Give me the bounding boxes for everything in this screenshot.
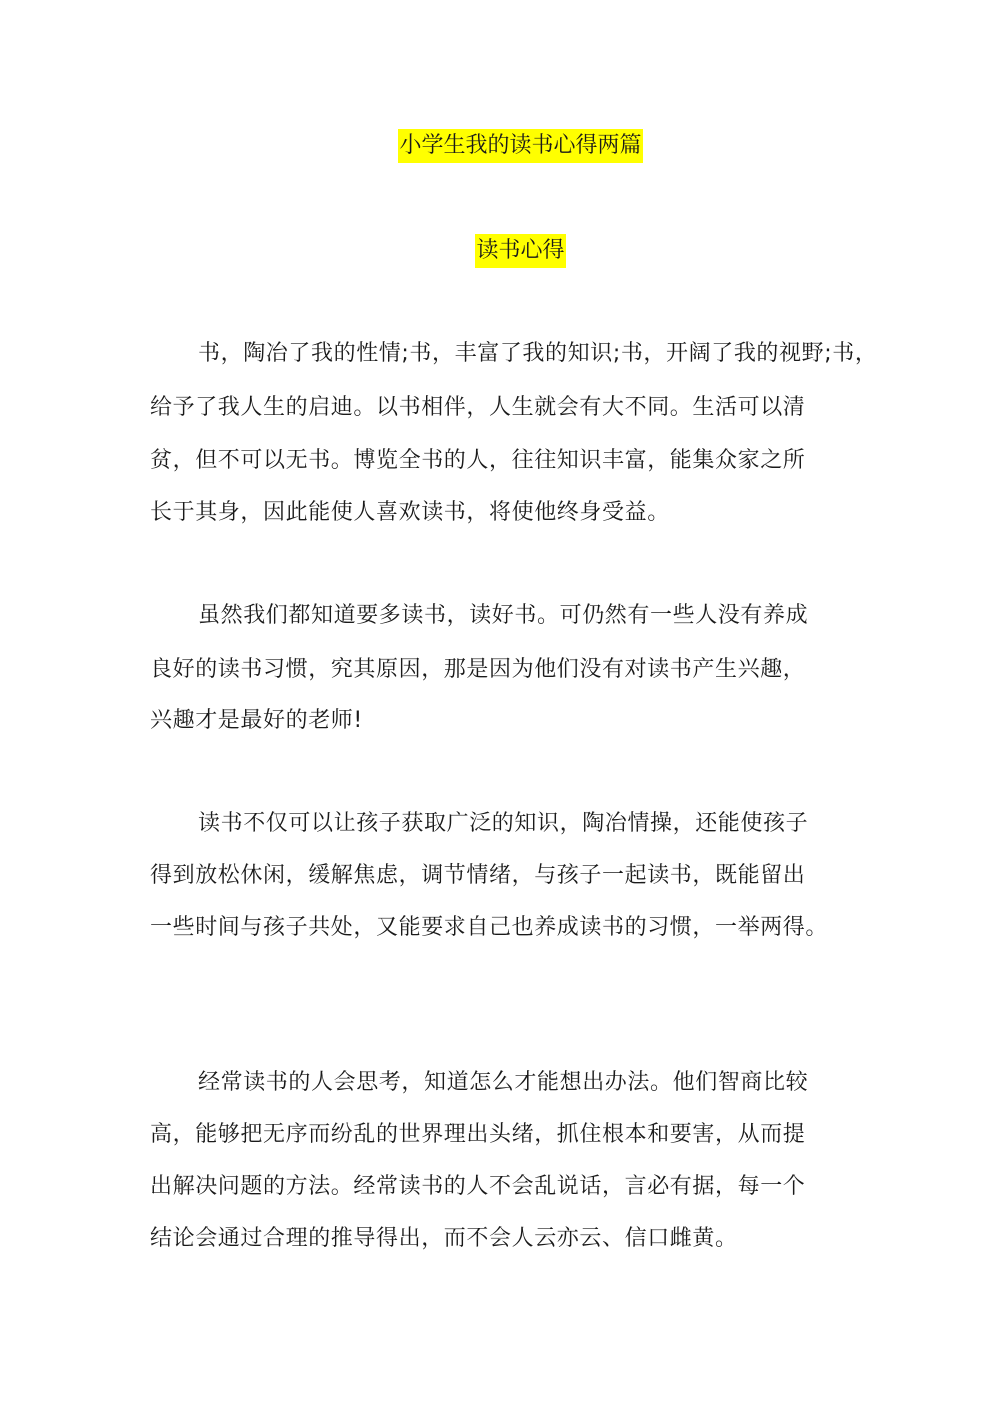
- paragraph-line: 出解决问题的方法。经常读书的人不会乱说话，言必有据，每一个: [150, 1174, 806, 1199]
- document-title-row: [0, 129, 993, 163]
- paragraph-line: 给予了我人生的启迪。以书相伴，人生就会有大不同。生活可以清: [150, 395, 806, 420]
- paragraph-line: 一些时间与孩子共处，又能要求自己也养成读书的习惯，一举两得。: [150, 915, 829, 940]
- paragraph-line: 贫，但不可以无书。博览全书的人，往往知识丰富，能集众家之所: [150, 448, 806, 473]
- document-subtitle: 读书心得: [475, 234, 565, 268]
- document-title: 小学生我的读书心得两篇: [398, 129, 642, 163]
- paragraph-line: 读书不仅可以让孩子获取广泛的知识，陶冶情操，还能使孩子: [198, 811, 809, 836]
- paragraph-line: 书，陶冶了我的性情;书，丰富了我的知识;书，开阔了我的视野;书，: [198, 341, 878, 366]
- paragraph-line: 长于其身，因此能使人喜欢读书，将使他终身受益。: [150, 500, 670, 525]
- paragraph-line: 良好的读书习惯，究其原因，那是因为他们没有对读书产生兴趣，: [150, 657, 806, 682]
- paragraph-line: 经常读书的人会思考，知道怎么才能想出办法。他们智商比较: [198, 1070, 809, 1095]
- paragraph-line: 虽然我们都知道要多读书，读好书。可仍然有一些人没有养成: [198, 603, 809, 628]
- document-subtitle-row: [0, 234, 993, 268]
- paragraph-line: 得到放松休闲，缓解焦虑，调节情绪，与孩子一起读书，既能留出: [150, 863, 806, 888]
- paragraph-line: 高，能够把无序而纷乱的世界理出头绪，抓住根本和要害，从而提: [150, 1122, 806, 1147]
- paragraph-line: 结论会通过合理的推导得出，而不会人云亦云、信口雌黄。: [150, 1226, 738, 1251]
- paragraph-line: 兴趣才是最好的老师!: [150, 708, 363, 733]
